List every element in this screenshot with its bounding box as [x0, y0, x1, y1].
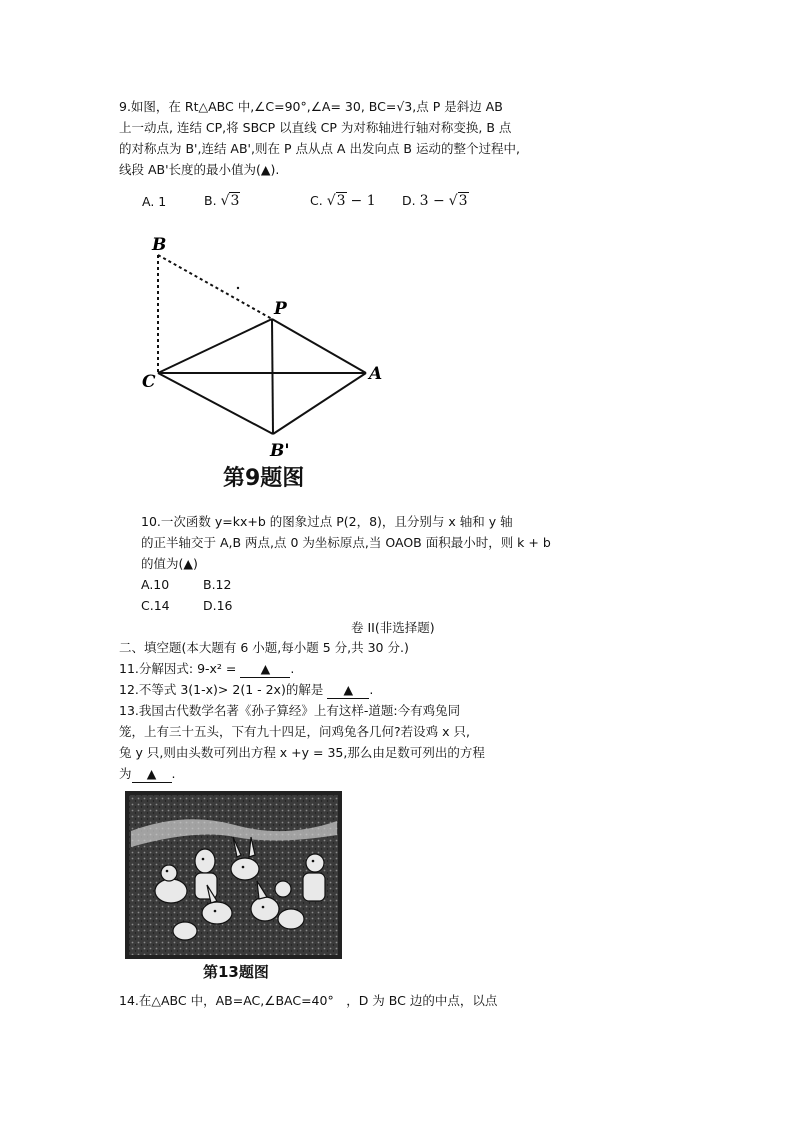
q9-figure-caption: 第9题图	[223, 466, 305, 491]
segment-ab-prime	[273, 373, 366, 434]
q13-line-2: 笼，上有三十五头，下有九十四足，问鸡兔各几何?若设鸡 x 只,	[119, 724, 470, 739]
q13-illustration	[125, 791, 342, 959]
q10-option-c: C.14	[141, 598, 170, 613]
q9-option-a	[142, 194, 166, 210]
label-b-prime: B'	[270, 441, 290, 460]
q12-answer-blank: ▲	[327, 682, 369, 699]
q10-line-3: 的值为(▲)	[141, 556, 198, 571]
q9-option-b-prefix: B.	[204, 193, 217, 208]
q11-answer-blank: ▲	[240, 661, 290, 678]
segment-cb-prime	[158, 373, 273, 434]
q9-option-c-suffix: − 1	[350, 193, 376, 209]
q9-option-d-radicand: 3	[458, 193, 468, 209]
q9-option-a-value: 1	[158, 194, 167, 209]
q9-option-d-lead: 3 −	[419, 193, 445, 209]
q13-line-1: 13.我国古代数学名著《孙子算经》上有这样-道题:今有鸡兔同	[119, 703, 461, 718]
q13-last-prefix: 为	[119, 766, 132, 781]
q9-option-d	[402, 193, 469, 209]
section-title: 卷 II(非选择题)	[351, 620, 435, 635]
label-a: A	[369, 364, 383, 384]
label-c: C	[142, 372, 156, 392]
q12-text: 12.不等式 3(1-x)> 2(1 - 2x)的解是	[119, 682, 324, 697]
q14-line-1: 14.在△ABC 中，AB=AC,∠BAC=40° ，D 为 BC 边的中点，以点	[119, 993, 498, 1008]
q9-option-c-radicand: 3	[336, 193, 346, 209]
q13-line-3: 兔 y 只,则由头数可列出方程 x +y = 35,那么由足数可列出的方程	[119, 745, 485, 760]
segment-cp	[158, 319, 272, 373]
segment-pb-prime	[272, 319, 273, 434]
label-b: B	[152, 235, 167, 255]
q9-option-a-prefix: A.	[142, 194, 155, 209]
q9-option-d-prefix: D.	[402, 193, 416, 208]
q9-option-d-sqrt: √3	[448, 193, 468, 209]
section-heading: 二、填空题(本大题有 6 小题,每小题 5 分,共 30 分.)	[119, 640, 409, 655]
q9-line-1: 9.如图，在 Rt△ABC 中,∠C=90°,∠A= 30, BC=√3,点 P 是斜边 AB	[119, 99, 503, 114]
q13-answer-blank: ▲	[132, 766, 172, 783]
q9-option-c-sqrt: √3	[326, 193, 346, 209]
q11-text: 11.分解因式: 9-x² =	[119, 661, 237, 676]
segment-pa	[272, 319, 366, 373]
q11-end: .	[290, 661, 295, 676]
label-p: P	[274, 299, 287, 319]
q10-line-2: 的正半轴交于 A,B 两点,点 0 为坐标原点,当 OAOB 面积最小时，则 k + b	[141, 535, 551, 550]
q9-line-4: 线段 AB'长度的最小值为(▲).	[119, 162, 280, 177]
q10-option-a: A.10	[141, 577, 170, 592]
q9-option-c	[310, 193, 376, 209]
q9-option-b-sqrt: √3	[220, 193, 240, 209]
q9-option-b	[204, 193, 240, 209]
q13-figure-caption: 第13题图	[203, 963, 269, 981]
segment-ba-dashed	[158, 255, 272, 319]
q10-line-1: 10.一次函数 y=kx+b 的图象过点 P(2，8)，且分别与 x 轴和 y 轴	[141, 514, 513, 529]
q9-option-c-prefix: C.	[310, 193, 323, 208]
q13-line-4	[119, 766, 176, 783]
q9-option-b-radicand: 3	[230, 193, 240, 209]
stray-dot	[237, 287, 239, 289]
q10-option-d: D.16	[203, 598, 233, 613]
q11	[119, 661, 294, 678]
q12	[119, 682, 373, 699]
q9-figure	[130, 228, 400, 460]
q10-option-b: B.12	[203, 577, 232, 592]
q13-end: .	[171, 766, 176, 781]
q12-end: .	[369, 682, 374, 697]
q9-line-2: 上一动点, 连结 CP,将 SBCP 以直线 CP 为对称轴进行轴对称变换, B 点	[119, 120, 512, 135]
q9-line-3: 的对称点为 B',连结 AB',则在 P 点从点 A 出发向点 B 运动的整个过程中,	[119, 141, 520, 156]
